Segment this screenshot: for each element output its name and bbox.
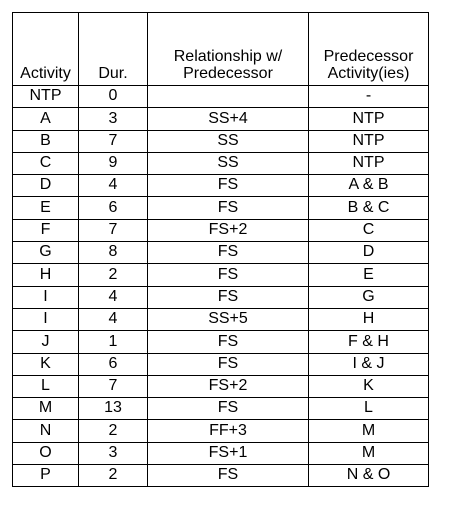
cell-duration: 4 (79, 175, 148, 197)
cell-relationship: FS+2 (148, 219, 309, 241)
cell-predecessor: K (309, 375, 429, 397)
cell-activity: K (13, 353, 79, 375)
cell-duration: 13 (79, 398, 148, 420)
table-row (13, 242, 429, 264)
cell-relationship: FS (148, 197, 309, 219)
table-row (13, 331, 429, 353)
header-duration: Dur. (79, 13, 148, 86)
table-row (13, 442, 429, 464)
cell-duration: 8 (79, 242, 148, 264)
cell-activity: I (13, 286, 79, 308)
cell-predecessor: M (309, 442, 429, 464)
cell-activity: P (13, 465, 79, 487)
cell-duration: 2 (79, 264, 148, 286)
cell-duration: 7 (79, 375, 148, 397)
cell-duration: 4 (79, 308, 148, 330)
cell-relationship: FS (148, 286, 309, 308)
cell-duration: 2 (79, 465, 148, 487)
cell-activity: NTP (13, 86, 79, 108)
cell-activity: E (13, 197, 79, 219)
table-row (13, 308, 429, 330)
cell-predecessor: A & B (309, 175, 429, 197)
cell-relationship: FS (148, 175, 309, 197)
cell-predecessor: N & O (309, 465, 429, 487)
cell-activity: L (13, 375, 79, 397)
cell-predecessor: L (309, 398, 429, 420)
cell-duration: 1 (79, 331, 148, 353)
cell-activity: N (13, 420, 79, 442)
cell-predecessor: NTP (309, 130, 429, 152)
table-row (13, 398, 429, 420)
cell-relationship: FS+2 (148, 375, 309, 397)
cell-predecessor: M (309, 420, 429, 442)
cell-activity: B (13, 130, 79, 152)
cell-predecessor: G (309, 286, 429, 308)
table-row (13, 175, 429, 197)
cell-activity: H (13, 264, 79, 286)
header-activity: Activity (13, 13, 79, 86)
table-row (13, 375, 429, 397)
cell-predecessor: NTP (309, 152, 429, 174)
cell-duration: 6 (79, 353, 148, 375)
cell-duration: 6 (79, 197, 148, 219)
cell-relationship: FS (148, 398, 309, 420)
cell-predecessor: C (309, 219, 429, 241)
cell-relationship: SS+4 (148, 108, 309, 130)
cell-predecessor: H (309, 308, 429, 330)
table-row (13, 465, 429, 487)
cell-activity: F (13, 219, 79, 241)
table-row (13, 86, 429, 108)
cell-activity: O (13, 442, 79, 464)
cell-duration: 7 (79, 130, 148, 152)
activity-schedule-table (12, 12, 429, 487)
cell-predecessor: NTP (309, 108, 429, 130)
table-row (13, 420, 429, 442)
table-header (13, 13, 429, 86)
cell-relationship: FS (148, 465, 309, 487)
header-predecessor-label: Predecessor Activity(ies) (323, 48, 414, 83)
cell-activity: C (13, 152, 79, 174)
cell-duration: 4 (79, 286, 148, 308)
table-body (13, 86, 429, 487)
cell-activity: J (13, 331, 79, 353)
cell-activity: M (13, 398, 79, 420)
cell-relationship: FS (148, 264, 309, 286)
cell-relationship: FS (148, 353, 309, 375)
table-row (13, 264, 429, 286)
cell-predecessor: - (309, 86, 429, 108)
header-relationship (148, 13, 309, 86)
table-row (13, 130, 429, 152)
cell-duration: 7 (79, 219, 148, 241)
cell-activity: G (13, 242, 79, 264)
table-row (13, 286, 429, 308)
cell-relationship: FF+3 (148, 420, 309, 442)
header-row (13, 13, 429, 86)
cell-activity: A (13, 108, 79, 130)
header-predecessor (309, 13, 429, 86)
cell-relationship: FS+1 (148, 442, 309, 464)
cell-relationship: FS (148, 331, 309, 353)
cell-predecessor: I & J (309, 353, 429, 375)
cell-relationship: SS (148, 130, 309, 152)
cell-duration: 3 (79, 108, 148, 130)
cell-predecessor: F & H (309, 331, 429, 353)
cell-relationship: SS+5 (148, 308, 309, 330)
cell-duration: 9 (79, 152, 148, 174)
cell-duration: 2 (79, 420, 148, 442)
cell-activity: D (13, 175, 79, 197)
cell-predecessor: D (309, 242, 429, 264)
cell-predecessor: B & C (309, 197, 429, 219)
cell-duration: 0 (79, 86, 148, 108)
table-row (13, 152, 429, 174)
table-row (13, 108, 429, 130)
cell-relationship: FS (148, 242, 309, 264)
header-relationship-label: Relationship w/ Predecessor (173, 48, 283, 83)
cell-relationship: SS (148, 152, 309, 174)
cell-activity: I (13, 308, 79, 330)
cell-relationship (148, 86, 309, 108)
cell-predecessor: E (309, 264, 429, 286)
table-row (13, 197, 429, 219)
cell-duration: 3 (79, 442, 148, 464)
table-row (13, 353, 429, 375)
table-row (13, 219, 429, 241)
